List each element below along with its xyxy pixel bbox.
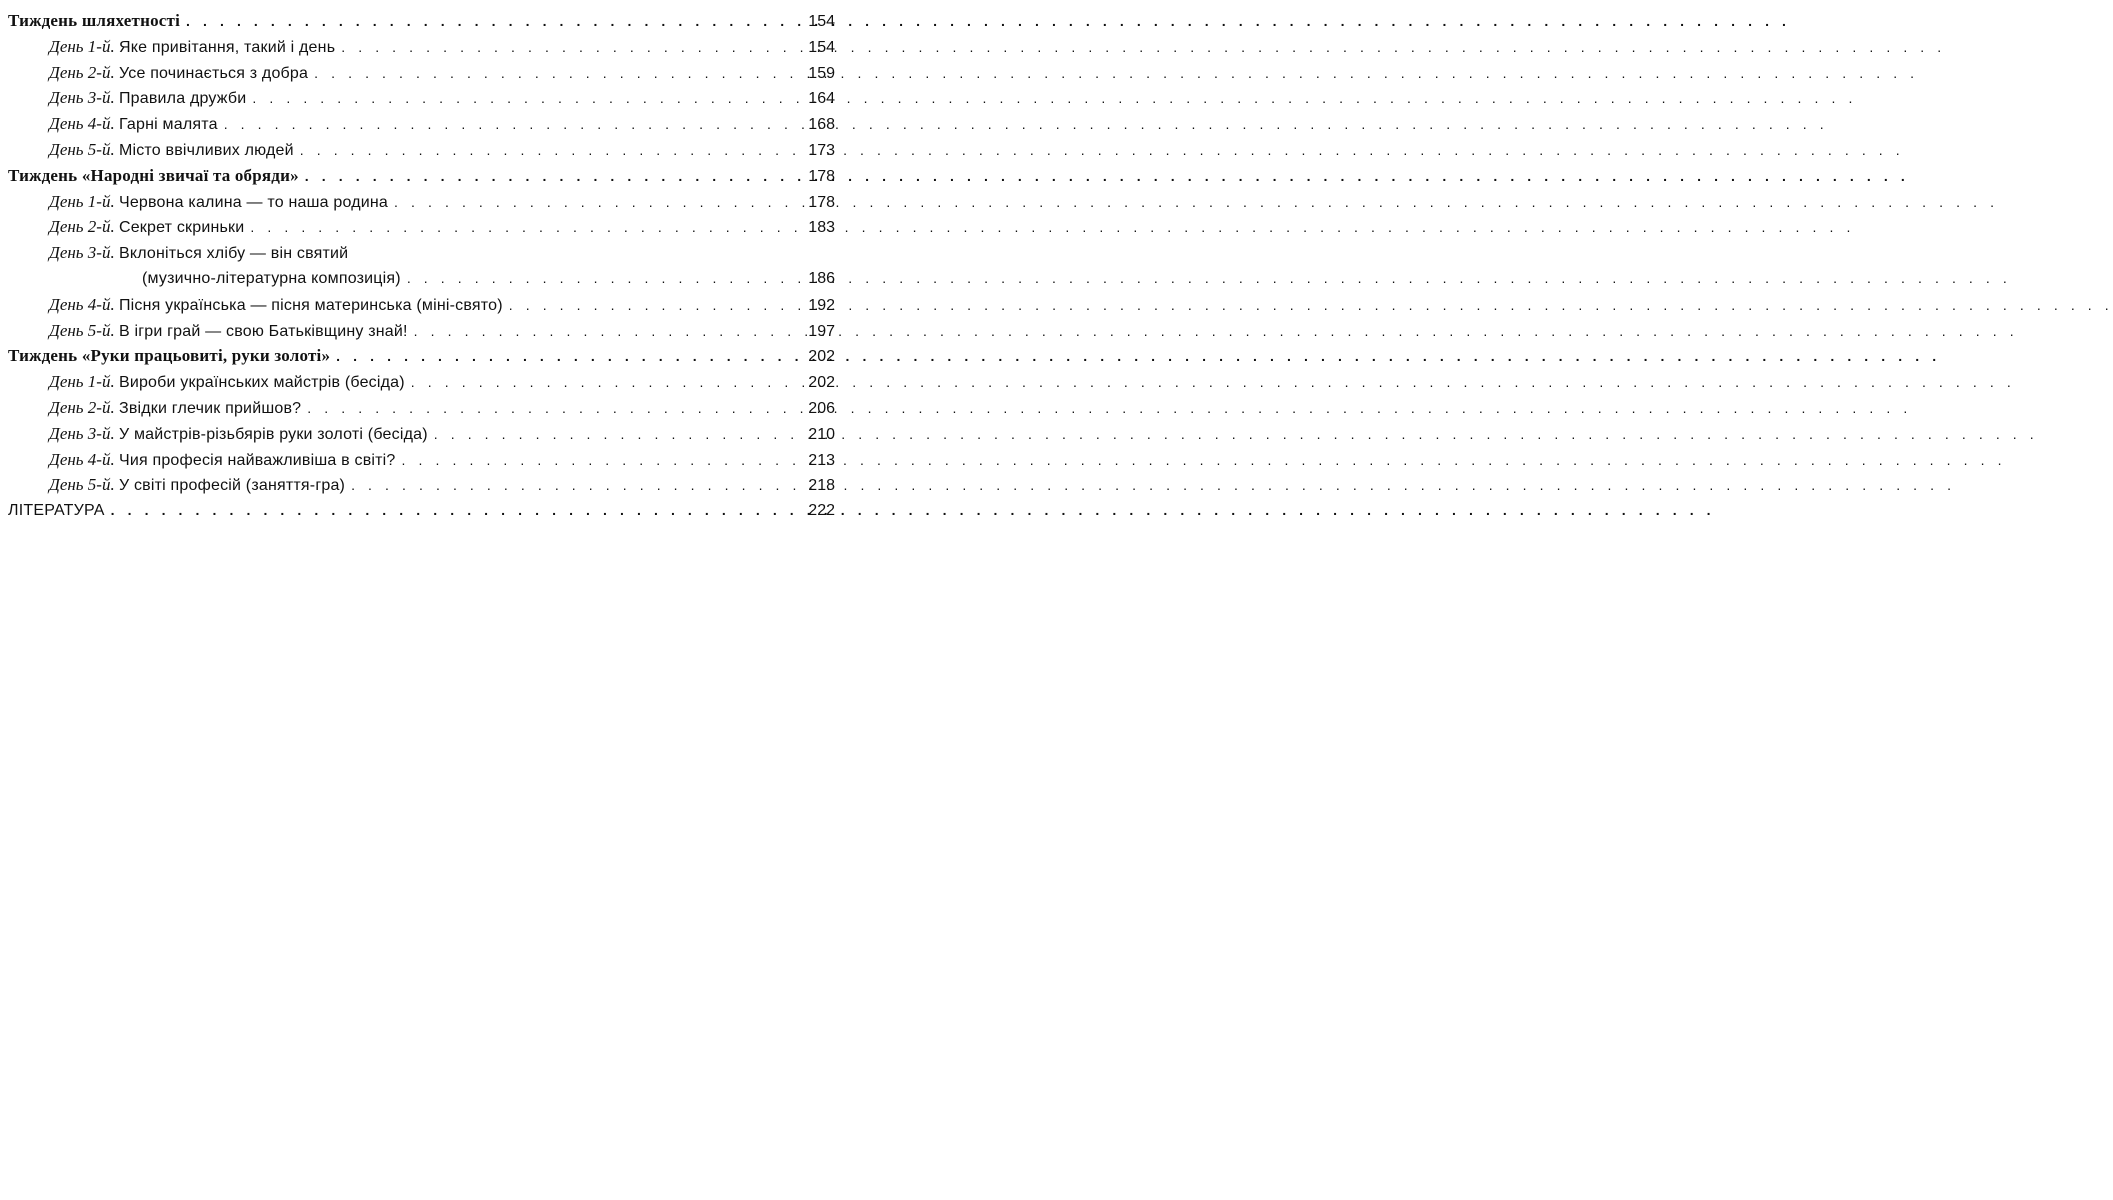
day-label: День 3-й. bbox=[49, 88, 115, 108]
entry-title: Яке привітання, такий і день bbox=[118, 38, 336, 56]
entry-title: Вироби українських майстрів (бесіда) bbox=[118, 374, 405, 392]
page-number: 173 bbox=[808, 141, 835, 159]
entry-title: У майстрів-різьбярів руки золоті (бесіда) bbox=[118, 425, 428, 443]
toc-entry bbox=[8, 240, 835, 266]
section-title: Тиждень «Народні звичаї та обряди» bbox=[8, 165, 299, 185]
dot-leader bbox=[305, 164, 799, 190]
dot-leader bbox=[402, 448, 799, 474]
entry-title: В ігри грай — свою Батьківщину знай! bbox=[118, 322, 408, 340]
dot-leader bbox=[434, 422, 799, 448]
dot-leader bbox=[411, 370, 799, 396]
entry-title: Місто ввічливих людей bbox=[118, 141, 294, 159]
day-label: День 2-й. bbox=[49, 397, 115, 417]
entry-title: Червона калина — то наша родина bbox=[118, 193, 389, 211]
page-number: 202 bbox=[808, 374, 835, 392]
entry-title-continuation: (музично-літературна композиція) bbox=[142, 269, 401, 287]
entry-title: Пісня українська — пісня материнська (міні-свято) bbox=[118, 296, 503, 314]
toc-entry bbox=[8, 369, 835, 395]
toc-entry bbox=[8, 447, 835, 473]
toc-entry bbox=[8, 189, 835, 215]
page-number: 206 bbox=[808, 399, 835, 417]
day-label: День 2-й. bbox=[49, 217, 115, 237]
entry-title: Секрет скриньки bbox=[118, 219, 245, 237]
page-number: 178 bbox=[808, 167, 835, 185]
toc-entry bbox=[8, 34, 835, 60]
day-label: День 1-й. bbox=[49, 36, 115, 56]
toc-entry bbox=[8, 472, 835, 498]
day-label: День 5-й. bbox=[49, 475, 115, 495]
page-number: 218 bbox=[808, 477, 835, 495]
section-title: Тиждень шляхетності bbox=[8, 11, 180, 30]
day-label: День 1-й. bbox=[49, 191, 115, 211]
page-number: 183 bbox=[808, 219, 835, 237]
day-label: День 3-й. bbox=[49, 243, 115, 263]
toc-entry bbox=[8, 292, 835, 318]
section-title: ЛІТЕРАТУРА bbox=[8, 502, 105, 520]
dot-leader bbox=[252, 86, 799, 112]
toc-entry bbox=[8, 395, 835, 421]
toc-section-week-nobility bbox=[8, 8, 835, 34]
dot-leader bbox=[300, 138, 799, 164]
day-label: День 4-й. bbox=[49, 449, 115, 469]
dot-leader bbox=[341, 35, 799, 61]
dot-leader bbox=[224, 112, 799, 138]
day-label: День 2-й. bbox=[49, 62, 115, 82]
entry-title: Вклоніться хлібу — він святий bbox=[118, 245, 349, 263]
dot-leader bbox=[509, 293, 799, 319]
toc-entry bbox=[8, 60, 835, 86]
entry-title: Правила дружби bbox=[118, 90, 247, 108]
section-title: Тиждень «Руки працьовиті, руки золоті» bbox=[8, 346, 331, 366]
day-label: День 5-й. bbox=[49, 320, 115, 340]
toc-entry bbox=[8, 85, 835, 111]
entry-title: Чия професія найважливіша в світі? bbox=[118, 451, 396, 469]
page-number: 186 bbox=[808, 269, 835, 287]
toc-section-week-golden-hands bbox=[8, 343, 835, 369]
page-number: 168 bbox=[808, 116, 835, 134]
toc-section-week-folk-customs bbox=[8, 163, 835, 189]
toc-entry bbox=[8, 214, 835, 240]
dot-leader bbox=[314, 61, 799, 87]
page-number: 222 bbox=[808, 502, 835, 520]
dot-leader bbox=[186, 9, 799, 35]
page-number: 202 bbox=[808, 348, 835, 366]
toc-entry-continuation bbox=[8, 266, 835, 292]
entry-title: Усе починається з добра bbox=[118, 64, 309, 82]
page-number: 164 bbox=[808, 90, 835, 108]
day-label: День 4-й. bbox=[49, 294, 115, 314]
page-number: 154 bbox=[808, 13, 835, 30]
page-number: 192 bbox=[808, 296, 835, 314]
page-number: 213 bbox=[808, 451, 835, 469]
dot-leader bbox=[394, 190, 799, 216]
page-number: 178 bbox=[808, 193, 835, 211]
page-number: 159 bbox=[808, 64, 835, 82]
dot-leader bbox=[414, 319, 799, 345]
toc-entry bbox=[8, 111, 835, 137]
toc-entry bbox=[8, 421, 835, 447]
toc-entry bbox=[8, 137, 835, 163]
table-of-contents bbox=[8, 8, 835, 524]
entry-title: Гарні малята bbox=[118, 116, 218, 134]
toc-section-literature bbox=[8, 498, 835, 524]
dot-leader bbox=[307, 396, 799, 422]
toc-entry bbox=[8, 318, 835, 344]
dot-leader bbox=[351, 473, 799, 499]
page-number: 210 bbox=[808, 425, 835, 443]
day-label: День 4-й. bbox=[49, 114, 115, 134]
dot-leader bbox=[250, 215, 799, 241]
dot-leader bbox=[407, 266, 799, 292]
entry-title: У світі професій (заняття-гра) bbox=[118, 477, 346, 495]
day-label: День 1-й. bbox=[49, 372, 115, 392]
entry-title: Звідки глечик прийшов? bbox=[118, 399, 302, 417]
dot-leader bbox=[111, 498, 799, 524]
page-number: 197 bbox=[808, 322, 835, 340]
day-label: День 5-й. bbox=[49, 139, 115, 159]
day-label: День 3-й. bbox=[49, 423, 115, 443]
dot-leader bbox=[336, 344, 799, 370]
page-number: 154 bbox=[808, 38, 835, 56]
